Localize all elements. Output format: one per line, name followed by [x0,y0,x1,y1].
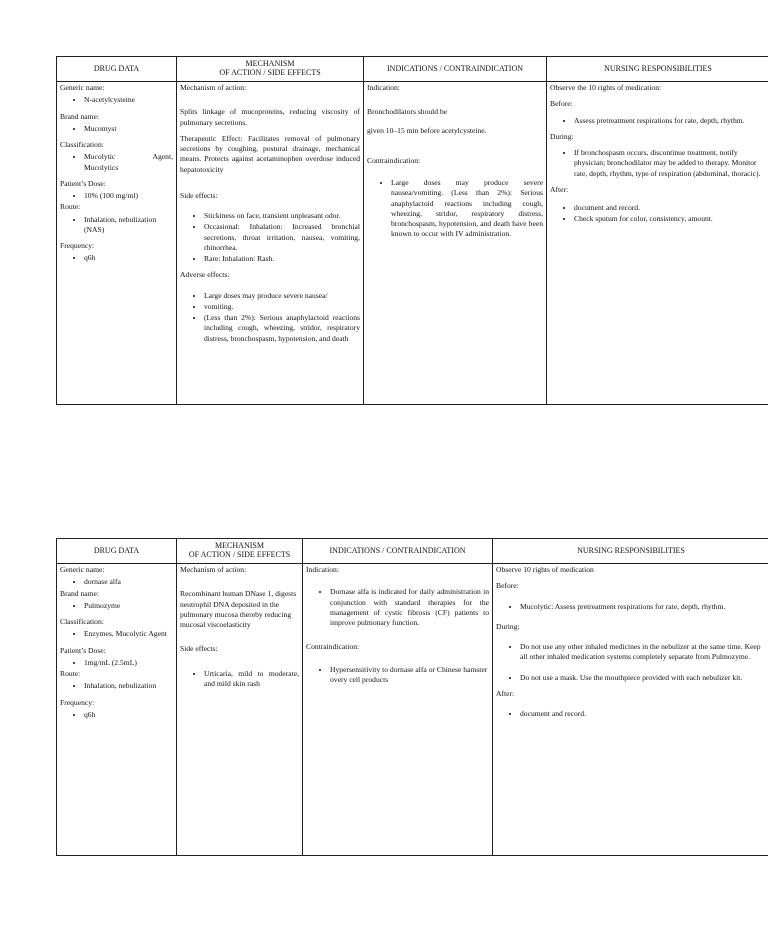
adverse-effect: • vomiting. [204,302,360,312]
after-item: • document and record. [520,709,766,719]
side-effect: • Urticaria, mild to moderate, and mild skin rash [204,669,299,690]
drug-data-cell: Generic name: • N-acetylcysteine Brand name: • Mucomyst Classification: • Mucolytic Agent, Mucolytics Patient’s Dose: • 10% (100 mg/ml) Route: • Inhalation, nebulization (NAS) Frequency: • q6h [57,82,177,405]
before-item: • Assess pretreatment respirations for rate, depth, rhythm. [574,116,766,126]
contraindication: • Large doses may produce severe nausea/vomiting. (Less than 2%): Serious anaphylactoid reactions including cough, wheezing, stridor, respiratory distress, bronchospasm, hypotension, and death have been known to occur with IV administration. [391,178,543,240]
brand-name: • Mucomyst [84,124,173,134]
frequency: • q6h [84,710,173,720]
generic-name: • N-acetylcysteine [84,95,173,105]
header-drug-data: DRUG DATA [57,57,177,82]
during-item: • Do not use a mask. Use the mouthpiece provided with each nebulizer kit. [520,673,766,683]
route: • Inhalation, nebulization [84,681,173,691]
nursing-cell: Observe 10 rights of medication Before: • Mucolytic: Assess pretreatment respirations for rate, depth, rhythm. During: • Do not use any other inhaled medicines in the nebulizer at the same time. Keep all other inhaled medication systems completely separate from Pulmozyme. • Do not use a mask. Use the mouthpiece provided with each nebulizer kit. After: • document and record. [493,564,768,856]
during-item: • Do not use any other inhaled medicines in the nebulizer at the same time. Keep all other inhaled medication systems completely separate from Pulmozyme. [520,642,766,663]
side-effect: • Occasional: Inhalation: Increased bronchial secretions, throat irritation, nausea, vomiting, rhinorrhea. [204,222,360,253]
header-indications: INDICATIONS / CONTRAINDICATION [303,539,493,564]
brand-name: • Pulmozyme [84,601,173,611]
after-item: • document and record. [574,203,766,213]
after-item: • Check sputum for color, consistency, amount. [574,214,766,224]
side-effect: • Rare: Inhalation: Rash. [204,254,360,264]
before-item: • Mucolytic: Assess pretreatment respirations for rate, depth, rhythm. [520,602,766,612]
during-item: • If bronchospasm occurs, discontinue treatment, notify physician; bronchodilator may be added to therapy. Monitor rate, depth, rhythm, type of respiration (abdominal, thoracic). [574,148,766,179]
mechanism-cell: Mechanism of action: Recombinant human DNase 1, digests neutrophil DNA deposited in the pulmonary mucosa thereby reducing mucosal viscoelasticity Side effects: • Urticaria, mild to moderate, and mild skin rash [177,564,303,856]
header-mechanism: MECHANISM OF ACTION / SIDE EFFECTS [177,57,364,82]
nursing-cell: Observe the 10 rights of medication: Before: • Assess pretreatment respirations for rate, depth, rhythm. During: • If bronchospasm occurs, discontinue treatment, notify physician; bronchodilator may be added to therapy. Monitor rate, depth, rhythm, type of respiration (abdominal, thoracic). After: • document and record. • Check sputum for color, consistency, amount. [547,82,768,405]
header-nursing: NURSING RESPONSIBILITIES [547,57,768,82]
generic-name: • dornase alfa [84,577,173,587]
indications-cell: Indication: • Dornase alfa is indicated for daily administration in conjunction with standard therapies for the management of cystic fibrosis (CF) patients to improve pulmonary function. Contraindication: • Hypersensitivity to dornase alfa or Chinese hamster overy cell products [303,564,493,856]
drug-data-cell: Generic name: • dornase alfa Brand name: • Pulmozyme Classification: • Enzymes, Mucolytic Agent Patient’s Dose: • 1mg/mL (2.5mL) Route: • Inhalation, nebulization Frequency: • q6h [57,564,177,856]
adverse-effect: • (Less than 2%): Serious anaphylactoid reactions including cough, wheezing, stridor, respiratory distress, bronchospasm, hypotension, and death [204,313,360,344]
header-nursing: NURSING RESPONSIBILITIES [493,539,768,564]
header-indications: INDICATIONS / CONTRAINDICATION [364,57,547,82]
header-mechanism: MECHANISM OF ACTION / SIDE EFFECTS [177,539,303,564]
dose: • 10% (100 mg/ml) [84,191,173,201]
adverse-effect: • Large doses may produce severe nausea/ [204,291,360,301]
contraindication: • Hypersensitivity to dornase alfa or Chinese hamster overy cell products [330,665,489,686]
side-effect: • Stickiness on face, transient unpleasant odor. [204,211,360,221]
header-drug-data: DRUG DATA [57,539,177,564]
drug-table-acetylcysteine [56,56,768,405]
frequency: • q6h [84,253,173,263]
drug-table-dornase [56,538,768,856]
route: • Inhalation, nebulization (NAS) [84,215,173,236]
dose: • 1mg/mL (2.5mL) [84,658,173,668]
classification: • Mucolytic Agent, Mucolytics [84,152,173,173]
mechanism-cell: Mechanism of action: Splits linkage of mucoproteins, reducing viscosity of pulmonary secretions. Therapeutic Effect: Facilitates removal of pulmonary secretions by coughing, postural drainage, mechanical means. Protects against acetaminophen overdose induced hepatotoxicity Side effects: • Stickiness on face, transient unpleasant odor. • Occasional: Inhalation: Increased bronchial secretions, throat irritation, nausea, vomiting, rhinorrhea. • Rare: Inhalation: Rash. Adverse effects: • Large doses may produce severe nausea/ • vomiting. • (Less than 2%): Serious anaphylactoid reactions including cough, wheezing, stridor, respiratory distress, bronchospasm, hypotension, and death [177,82,364,405]
indication: • Dornase alfa is indicated for daily administration in conjunction with standard therapies for the management of cystic fibrosis (CF) patients to improve pulmonary function. [330,587,489,628]
indications-cell: Indication: Bronchodilators should be given 10–15 min before acetylcysteine. Contraindication: • Large doses may produce severe nausea/vomiting. (Less than 2%): Serious anaphylactoid reactions including cough, wheezing, stridor, respiratory distress, bronchospasm, hypotension, and death have been known to occur with IV administration. [364,82,547,405]
classification: • Enzymes, Mucolytic Agent [84,629,173,639]
